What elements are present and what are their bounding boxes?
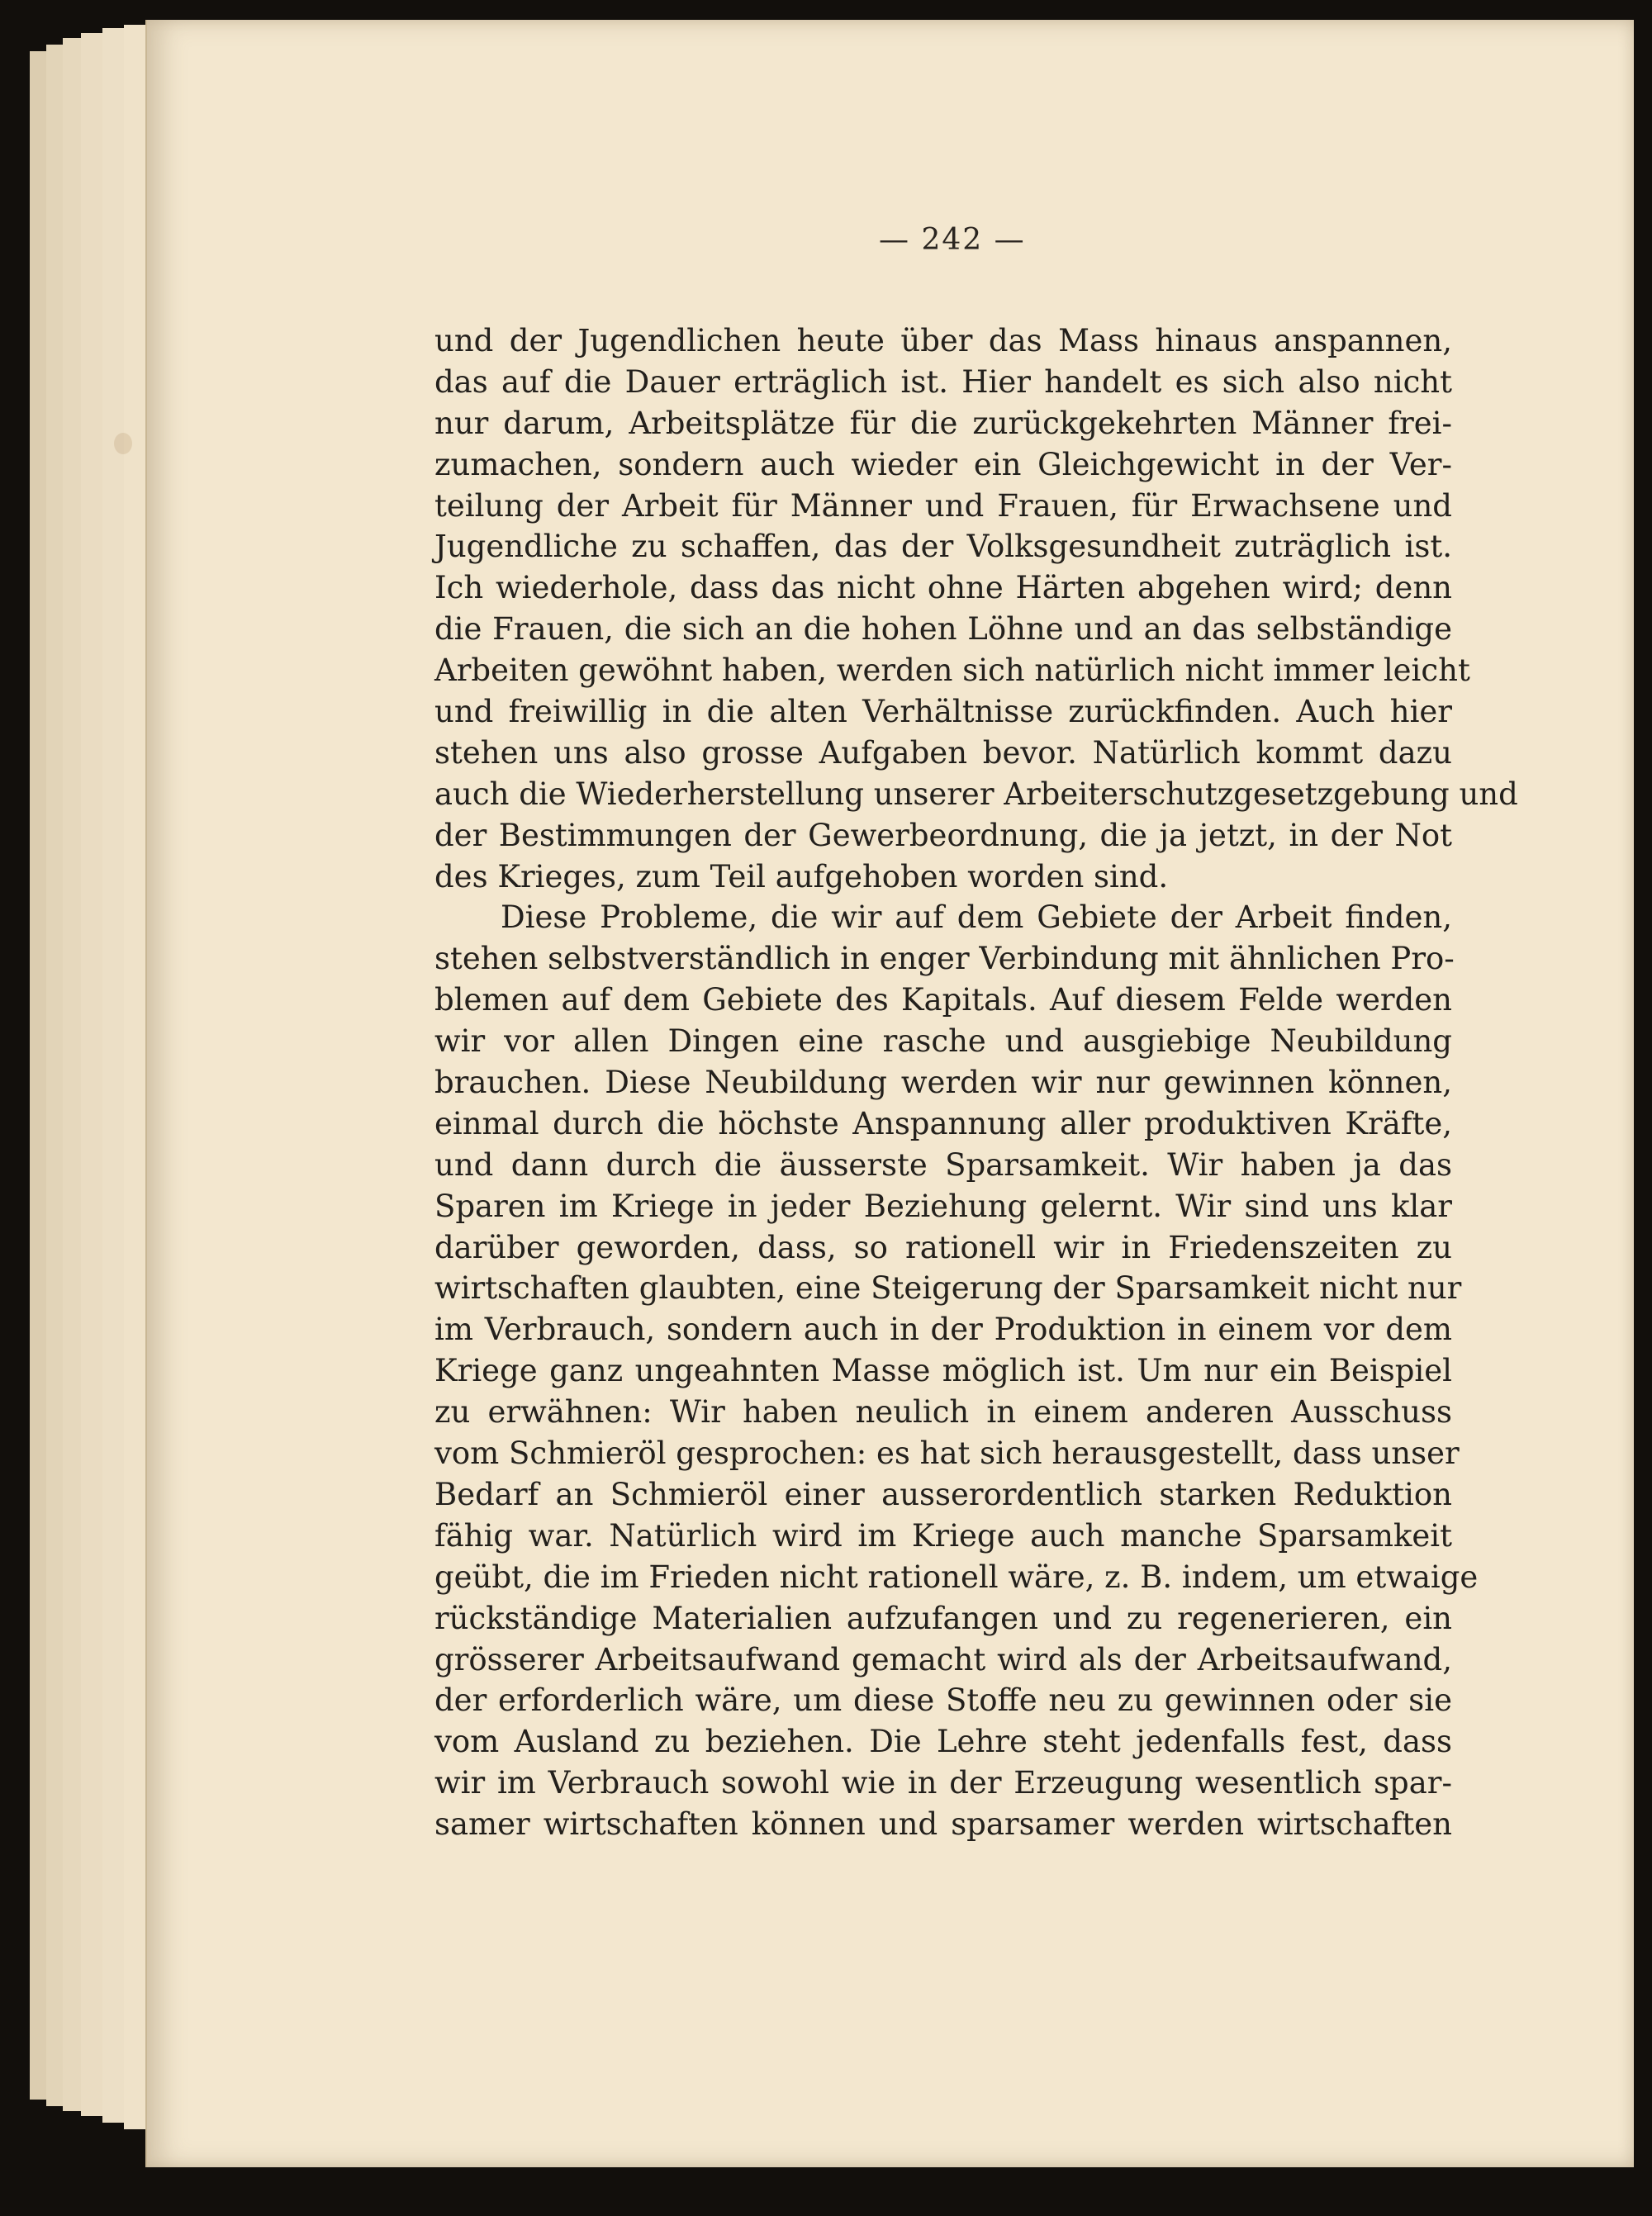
text-line: stehen uns also grosse Aufgaben bevor. Natürlich kommt dazu [434, 734, 1452, 771]
text-line: vom Schmieröl gesprochen: es hat sich herausgestellt, dass unser [434, 1435, 1460, 1472]
text-line: wirtschaften glaubten, eine Steigerung der Sparsamkeit nicht nur [434, 1270, 1462, 1307]
text-line: der Bestimmungen der Gewerbeordnung, die ja jetzt, in der Not [434, 817, 1452, 853]
text-line: brauchen. Diese Neubildung werden wir nur gewinnen können, [434, 1065, 1452, 1101]
text-line: wir vor allen Dingen eine rasche und ausgiebige Neubildung [434, 1023, 1452, 1060]
page-sheet [145, 20, 1634, 2167]
text-line: darüber geworden, dass, so rationell wir in Friedenszeiten zu [434, 1229, 1452, 1265]
text-line: samer wirtschaften können und sparsamer werden wirtschaften [434, 1806, 1452, 1843]
text-line: Ich wiederhole, dass das nicht ohne Härten abgehen wird; denn [434, 570, 1452, 606]
text-line: rückständige Materialien aufzufangen und zu regenerieren, ein [434, 1600, 1452, 1636]
text-line: vom Ausland zu beziehen. Die Lehre steht jedenfalls fest, dass [434, 1724, 1452, 1760]
text-line: im Verbrauch, sondern auch in der Produktion in einem vor dem [434, 1312, 1452, 1348]
text-line: des Krieges, zum Teil aufgehoben worden sind. [434, 858, 1169, 894]
text-line: geübt, die im Frieden nicht rationell wäre, z. B. indem, um etwaige [434, 1559, 1479, 1595]
text-line: nur darum, Arbeitsplätze für die zurückgekehrten Männer frei- [434, 405, 1452, 441]
text-line: und dann durch die äusserste Sparsamkeit. Wir haben ja das [434, 1146, 1452, 1183]
text-line: und freiwillig in die alten Verhältnisse zurückfinden. Auch hier [434, 694, 1452, 730]
text-line: Bedarf an Schmieröl einer ausserordentlich starken Reduktion [434, 1476, 1452, 1512]
text-line: fähig war. Natürlich wird im Kriege auch manche Sparsamkeit [434, 1517, 1452, 1554]
text-line: der erforderlich wäre, um diese Stoffe neu zu gewinnen oder sie [434, 1682, 1452, 1719]
text-line: teilung der Arbeit für Männer und Frauen, für Erwachsene und [434, 487, 1452, 524]
text-line: das auf die Dauer erträglich ist. Hier handelt es sich also nicht [434, 363, 1452, 400]
text-line: zumachen, sondern auch wieder ein Gleichgewicht in der Ver- [434, 446, 1452, 482]
text-line: und der Jugendlichen heute über das Mass hinaus anspannen, [434, 323, 1452, 358]
text-line: Kriege ganz ungeahnten Masse möglich ist. Um nur ein Beispiel [434, 1353, 1452, 1389]
page-number-text: — 242 — [879, 223, 1026, 257]
text-line: zu erwähnen: Wir haben neulich in einem anderen Ausschuss [434, 1394, 1452, 1431]
text-line: blemen auf dem Gebiete des Kapitals. Auf diesem Felde werden [434, 982, 1452, 1018]
text-line: stehen selbstverständlich in enger Verbindung mit ähnlichen Pro- [434, 941, 1455, 977]
text-line: die Frauen, die sich an die hohen Löhne und an das selbständige [434, 611, 1452, 648]
text-line: wir im Verbrauch sowohl wie in der Erzeugung wesentlich spar- [434, 1765, 1452, 1801]
text-line: einmal durch die höchste Anspannung aller produktiven Kräfte, [434, 1105, 1452, 1141]
body-text [434, 320, 1518, 1845]
paper-stain [114, 433, 132, 454]
text-line: Jugendliche zu schaffen, das der Volksgesundheit zuträglich ist. [434, 529, 1452, 565]
text-line: grösserer Arbeitsaufwand gemacht wird als der Arbeitsaufwand, [434, 1641, 1452, 1677]
text-line: auch die Wiederherstellung unserer Arbeiterschutzgesetzgebung und [434, 776, 1518, 812]
text-line: Arbeiten gewöhnt haben, werden sich natürlich nicht immer leicht [434, 652, 1470, 689]
text-line: Diese Probleme, die wir auf dem Gebiete der Arbeit finden, [501, 899, 1452, 936]
text-line: Sparen im Kriege in jeder Beziehung gelernt. Wir sind uns klar [434, 1188, 1452, 1224]
